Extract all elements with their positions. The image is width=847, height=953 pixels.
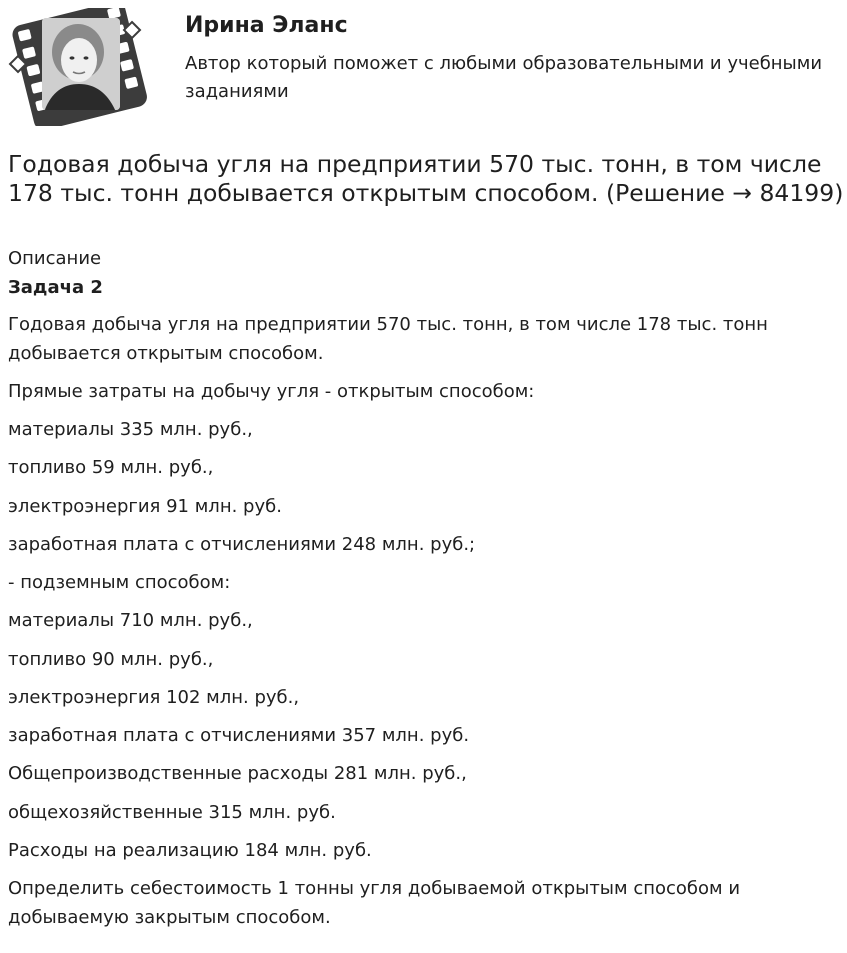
- task-paragraph: материалы 335 млн. руб.,: [8, 419, 253, 440]
- task-body: [8, 311, 838, 942]
- task-paragraph: общехозяйственные 315 млн. руб.: [8, 801, 336, 823]
- task-paragraph: Общепроизводственные расходы 281 млн. руб.,: [8, 763, 467, 785]
- task-paragraph: Прямые затраты на добычу угля - открытым способом:: [8, 380, 535, 402]
- task-paragraph: топливо 59 млн. руб.,: [8, 457, 214, 479]
- task-paragraph: топливо 90 млн. руб.,: [8, 648, 214, 670]
- author-name[interactable]: Ирина Эланс: [185, 13, 348, 38]
- author-avatar[interactable]: [8, 8, 150, 126]
- task-heading: Задача 2: [8, 277, 103, 298]
- task-paragraph: материалы 710 млн. руб.,: [8, 610, 253, 632]
- task-paragraph: Определить себестоимость 1 тонны угля добываемой открытым способом и добываемую закрытым способом.: [8, 878, 741, 928]
- section-label-description: Описание: [8, 248, 102, 269]
- page-title: Годовая добыча угля на предприятии 570 тыс. тонн, в том числе 178 тыс. тонн добывается открытым способом. (Решение → 84199): [8, 150, 844, 207]
- task-paragraph: электроэнергия 102 млн. руб.,: [8, 686, 300, 708]
- task-paragraph: Расходы на реализацию 184 млн. руб.: [8, 839, 372, 861]
- author-card: [0, 0, 847, 135]
- author-description: Автор который поможет с любыми образовательными и учебными заданиями: [185, 53, 823, 102]
- task-paragraph: - подземным способом:: [8, 572, 231, 593]
- task-paragraph: заработная плата с отчислениями 357 млн. руб.: [8, 725, 470, 746]
- task-paragraph: заработная плата с отчислениями 248 млн. руб.;: [8, 533, 476, 555]
- task-paragraph: электроэнергия 91 млн. руб.: [8, 495, 282, 517]
- task-paragraph: Годовая добыча угля на предприятии 570 тыс. тонн, в том числе 178 тыс. тонн добывается открытым способом.: [8, 314, 768, 364]
